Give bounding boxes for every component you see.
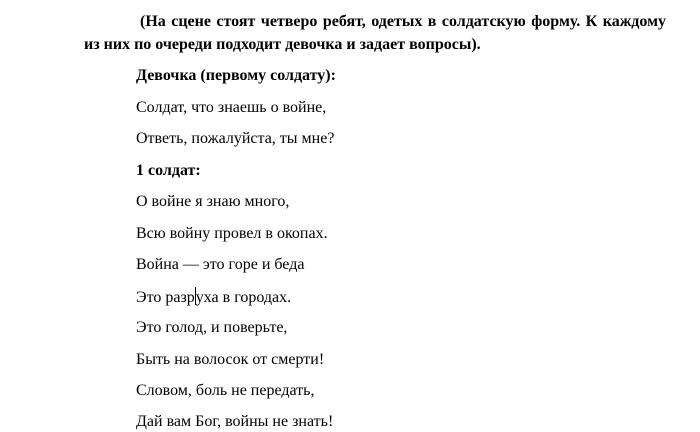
- poem-line-5: Война — это горе и беда: [136, 256, 305, 273]
- poem-line-3: О войне я знаю много,: [136, 193, 290, 210]
- stage-direction: (На сцене стоят четверо ребят, одетых в солдатскую форму. К каждому из них по очереди подходит девочка и задает вопросы).: [84, 13, 666, 53]
- poem-line-7: Это голод, и поверьте,: [136, 319, 288, 336]
- poem-line-6-before-caret: Это разр: [136, 289, 195, 306]
- poem-line-8: Быть на волосок от смерти!: [136, 351, 325, 368]
- poem-line-10: Дай вам Бог, войны не знать!: [136, 413, 334, 430]
- poem-line-6-after-caret: уха в городах.: [195, 289, 292, 306]
- speaker-girl: Девочка (первому солдату):: [136, 67, 336, 84]
- poem-line-9: Словом, боль не передать,: [136, 382, 315, 399]
- poem-line-4: Всю войну провел в окопах.: [136, 225, 328, 242]
- poem-line-1: Солдат, что знаешь о войне,: [136, 99, 327, 116]
- speaker-soldier-1: 1 солдат:: [136, 162, 201, 179]
- poem-line-6[interactable]: [136, 287, 291, 308]
- poem-line-2: Ответь, пожалуйста, ты мне?: [136, 130, 335, 147]
